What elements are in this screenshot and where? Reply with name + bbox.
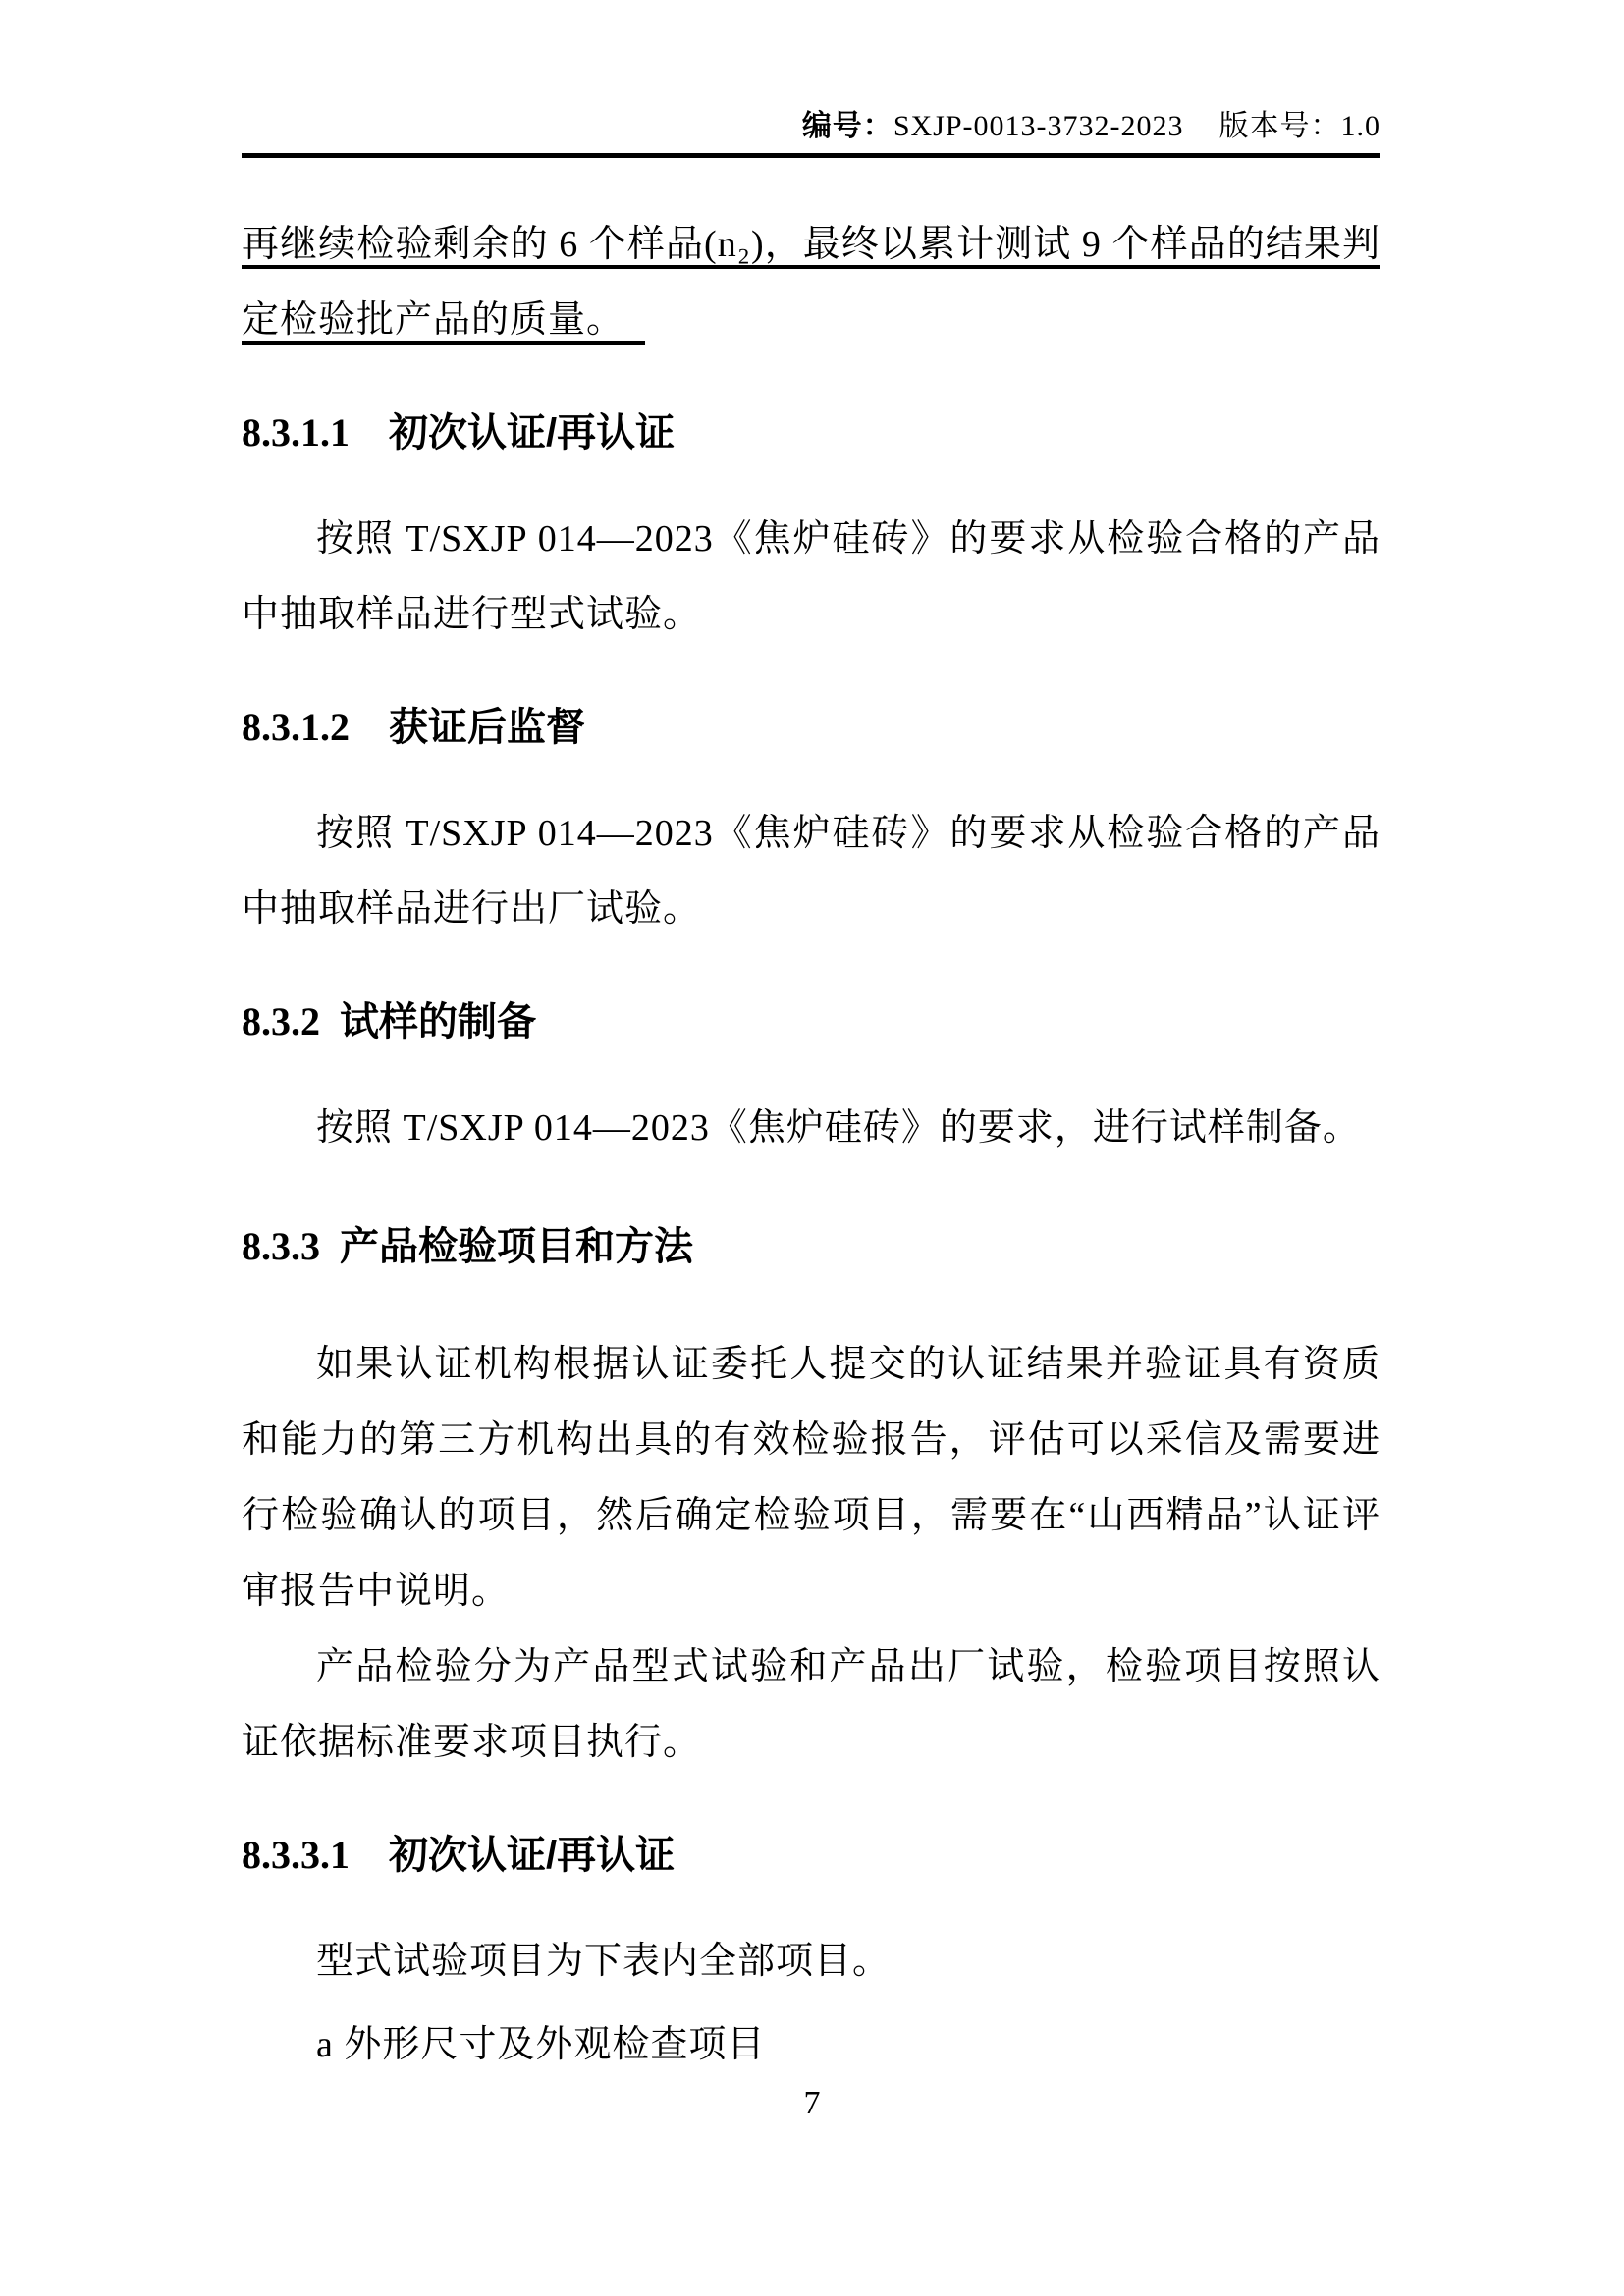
page-number: 7: [803, 2085, 821, 2121]
heading-number: 8.3.3: [242, 1224, 320, 1268]
paragraph-inspection-items: 如果认证机构根据认证委托人提交的认证结果并验证具有资质和能力的第三方机构出具的有效检验报告，评估可以采信及需要进行检验确认的项目，然后确定检验项目，需要在“山西精品”认证评审报告中说明。: [242, 1344, 1380, 1612]
heading-8-3-2: [242, 998, 1380, 1045]
paragraph-factory-test: 按照 T/SXJP 014—2023《焦炉硅砖》的要求从检验合格的产品中抽取样品进行出厂试验。: [242, 813, 1380, 930]
heading-8-3-1-2: [242, 704, 1380, 751]
doc-number-label: 编号：: [801, 110, 893, 142]
heading-8-3-3: [242, 1223, 1380, 1270]
document-body: [242, 0, 1380, 2083]
doc-number-value: SXJP-0013-3732-2023: [893, 110, 1184, 142]
paragraph-item-a: a 外形尺寸及外观检查项目: [316, 2024, 766, 2065]
heading-number: 8.3.1.2: [242, 705, 350, 749]
paragraph-continued-underlined: 再继续检验剩余的 6 个样品(n₂)，最终以累计测试 9 个样品的结果判定检验批产品的质量。: [242, 224, 1380, 341]
heading-title: 获证后监督: [389, 706, 585, 749]
heading-number: 8.3.3.1: [242, 1833, 350, 1877]
paragraph-sample-preparation: 按照 T/SXJP 014—2023《焦炉硅砖》的要求，进行试样制备。: [316, 1107, 1361, 1148]
heading-8-3-1-1: [242, 409, 1380, 456]
heading-title: 初次认证/再认证: [389, 411, 676, 454]
paragraph-type-test-items: 型式试验项目为下表内全部项目。: [316, 1941, 892, 1982]
paragraph-inspection-split: 产品检验分为产品型式试验和产品出厂试验，检验项目按照认证依据标准要求项目执行。: [242, 1646, 1380, 1763]
heading-title: 初次认证/再认证: [389, 1834, 676, 1877]
heading-title: 试样的制备: [340, 1000, 536, 1043]
heading-title: 产品检验项目和方法: [340, 1225, 693, 1268]
version-value: 1.0: [1340, 110, 1380, 142]
heading-number: 8.3.2: [242, 999, 320, 1043]
version-label: 版本号：: [1218, 110, 1341, 142]
heading-8-3-3-1: [242, 1832, 1380, 1879]
heading-number: 8.3.1.1: [242, 410, 350, 454]
paragraph-type-test: 按照 T/SXJP 014—2023《焦炉硅砖》的要求从检验合格的产品中抽取样品进行型式试验。: [242, 518, 1380, 635]
